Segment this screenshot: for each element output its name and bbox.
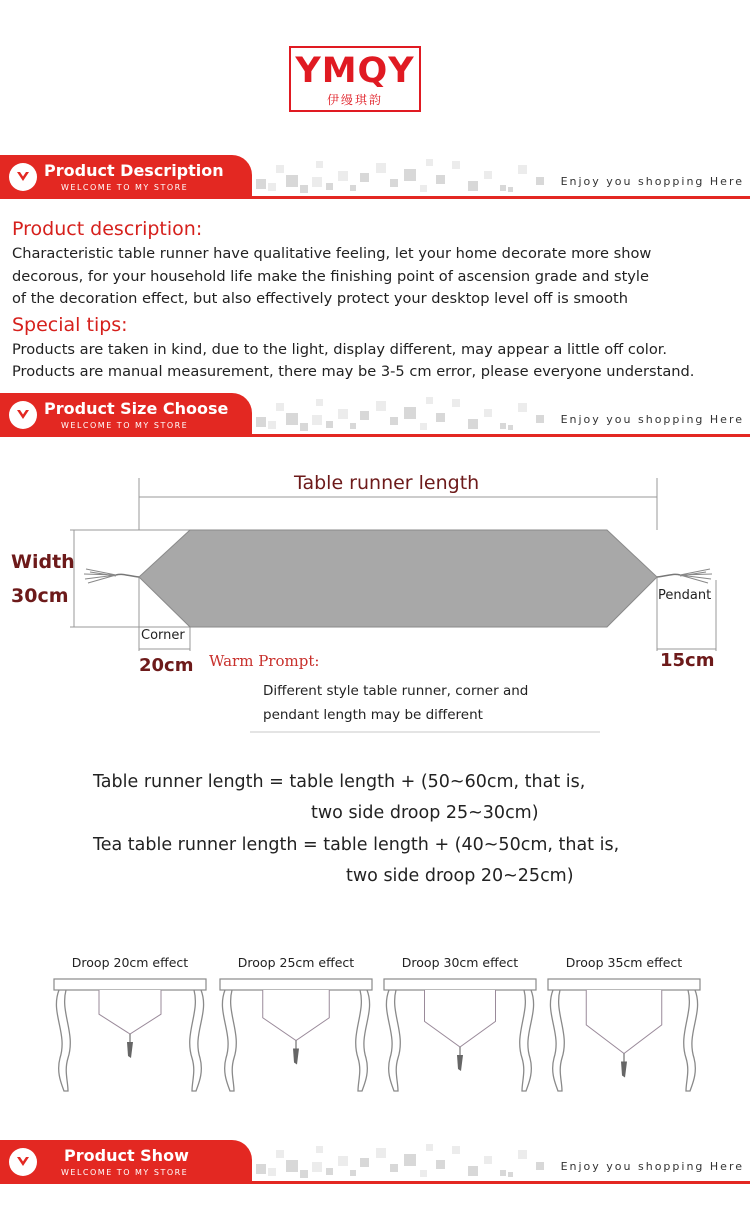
warm-prompt-line: Different style table runner, corner and	[263, 683, 529, 699]
pixel-square	[316, 399, 323, 406]
chevron-down-icon	[9, 1148, 37, 1176]
brand-logo	[289, 46, 421, 112]
pixel-square	[500, 423, 506, 429]
pixel-square	[420, 185, 427, 192]
droop-effect	[544, 955, 704, 1095]
pendant-value: 15cm	[660, 650, 715, 671]
pixel-square	[276, 165, 284, 173]
droop-effect	[216, 955, 376, 1095]
pixel-square	[484, 409, 492, 417]
pixel-square	[426, 159, 433, 166]
chevron-down-icon	[9, 163, 37, 191]
size-diagram	[0, 455, 750, 745]
pixel-square	[360, 411, 369, 420]
banner-tagline: Enjoy you shopping Here	[560, 175, 744, 188]
pixel-square	[286, 1160, 298, 1172]
banner-title: Product Show	[64, 1146, 189, 1165]
pixel-square	[276, 1150, 284, 1158]
pixel-square	[312, 415, 322, 425]
pixel-square	[316, 1146, 323, 1153]
pixel-square	[286, 175, 298, 187]
width-value: 30cm	[11, 585, 69, 607]
corner-value: 20cm	[139, 655, 194, 676]
pixel-square	[376, 401, 386, 411]
banner-welcome: WELCOME TO MY STORE	[61, 1168, 189, 1177]
pixel-square	[420, 1170, 427, 1177]
formula-line: two side droop 20~25cm)	[346, 866, 574, 886]
pixel-square	[518, 403, 527, 412]
tips-line: Products are taken in kind, due to the light, display different, may appear a little off color.	[12, 341, 668, 358]
pixel-square	[436, 1160, 445, 1169]
length-label: Table runner length	[294, 472, 480, 494]
pixel-square	[484, 171, 492, 179]
pixel-square	[404, 1154, 416, 1166]
table-illustration	[544, 973, 704, 1098]
formula-line: Tea table runner length = table length + (40~50cm, that is,	[93, 835, 620, 855]
pixel-square	[508, 425, 513, 430]
pixel-square	[390, 1164, 398, 1172]
logo-chinese-name: 伊缦琪韵	[326, 93, 383, 107]
chevron-down-icon	[9, 401, 37, 429]
description-line: decorous, for your household life make the finishing point of ascension grade and style	[12, 268, 649, 285]
banner-welcome: WELCOME TO MY STORE	[61, 183, 189, 192]
pixel-square	[286, 413, 298, 425]
banner-tagline: Enjoy you shopping Here	[560, 1160, 744, 1173]
pixel-square	[350, 1170, 356, 1176]
droop-effect	[380, 955, 540, 1095]
pixel-square	[426, 397, 433, 404]
section-banner-description	[0, 155, 750, 199]
pixel-square	[390, 417, 398, 425]
pixel-square	[452, 161, 460, 169]
pixel-square	[360, 173, 369, 182]
logo-wordmark: YMQY	[295, 51, 415, 91]
section-banner-show	[0, 1140, 750, 1184]
pixel-square	[268, 1168, 276, 1176]
pixel-square	[338, 409, 348, 419]
pixel-square	[436, 413, 445, 422]
pixel-square	[508, 187, 513, 192]
tips-line: Products are manual measurement, there may be 3-5 cm error, please everyone understand.	[12, 363, 695, 380]
runner-shape	[0, 455, 750, 745]
table-illustration	[380, 973, 540, 1098]
droop-effect	[50, 955, 210, 1095]
banner-title: Product Description	[44, 161, 224, 180]
description-line: Characteristic table runner have qualitative feeling, let your home decorate more show	[12, 245, 652, 262]
warm-prompt-line: pendant length may be different	[263, 707, 483, 723]
pixel-square	[452, 1146, 460, 1154]
pixel-square	[300, 1170, 308, 1178]
table-illustration	[216, 973, 376, 1098]
pixel-square	[468, 1166, 478, 1176]
pixel-square	[436, 175, 445, 184]
pixel-square	[376, 1148, 386, 1158]
pixel-square	[338, 171, 348, 181]
pixel-square	[420, 423, 427, 430]
pixel-square	[276, 403, 284, 411]
pixel-square	[390, 179, 398, 187]
pixel-square	[404, 407, 416, 419]
banner-title: Product Size Choose	[44, 399, 229, 418]
pixel-square	[536, 1162, 544, 1170]
droop-label: Droop 35cm effect	[565, 955, 683, 970]
pixel-square	[326, 1168, 333, 1175]
pixel-square	[300, 185, 308, 193]
pixel-square	[326, 421, 333, 428]
pixel-square	[268, 421, 276, 429]
section-banner-size	[0, 393, 750, 437]
banner-welcome: WELCOME TO MY STORE	[61, 421, 189, 430]
pixel-decoration	[256, 1142, 556, 1180]
pixel-square	[468, 181, 478, 191]
banner-tagline: Enjoy you shopping Here	[560, 413, 744, 426]
formula-line: two side droop 25~30cm)	[311, 803, 539, 823]
pixel-square	[360, 1158, 369, 1167]
pixel-square	[326, 183, 333, 190]
pixel-square	[452, 399, 460, 407]
pixel-square	[268, 183, 276, 191]
pixel-square	[508, 1172, 513, 1177]
pixel-square	[518, 165, 527, 174]
pixel-square	[350, 423, 356, 429]
pixel-square	[500, 185, 506, 191]
description-line: of the decoration effect, but also effectively protect your desktop level off is smooth	[12, 290, 629, 307]
formula-line: Table runner length = table length + (50~60cm, that is,	[93, 772, 586, 792]
droop-label: Droop 30cm effect	[401, 955, 519, 970]
pixel-square	[256, 417, 266, 427]
droop-label: Droop 25cm effect	[237, 955, 355, 970]
pixel-decoration	[256, 157, 556, 195]
pixel-decoration	[256, 395, 556, 433]
pixel-square	[350, 185, 356, 191]
pixel-square	[536, 177, 544, 185]
pixel-square	[426, 1144, 433, 1151]
droop-label: Droop 20cm effect	[71, 955, 189, 970]
width-label: Width	[11, 551, 75, 573]
warm-prompt-title: Warm Prompt:	[209, 652, 320, 670]
pixel-square	[484, 1156, 492, 1164]
pixel-square	[338, 1156, 348, 1166]
pixel-square	[300, 423, 308, 431]
pixel-square	[316, 161, 323, 168]
pixel-square	[312, 177, 322, 187]
pixel-square	[468, 419, 478, 429]
pixel-square	[256, 1164, 266, 1174]
pixel-square	[376, 163, 386, 173]
pixel-square	[500, 1170, 506, 1176]
pixel-square	[404, 169, 416, 181]
pixel-square	[312, 1162, 322, 1172]
pendant-label: Pendant	[658, 588, 712, 603]
description-heading: Product description:	[12, 218, 203, 240]
pixel-square	[256, 179, 266, 189]
tips-heading: Special tips:	[12, 314, 128, 336]
pixel-square	[536, 415, 544, 423]
corner-label: Corner	[141, 628, 185, 643]
pixel-square	[518, 1150, 527, 1159]
table-illustration	[50, 973, 210, 1098]
